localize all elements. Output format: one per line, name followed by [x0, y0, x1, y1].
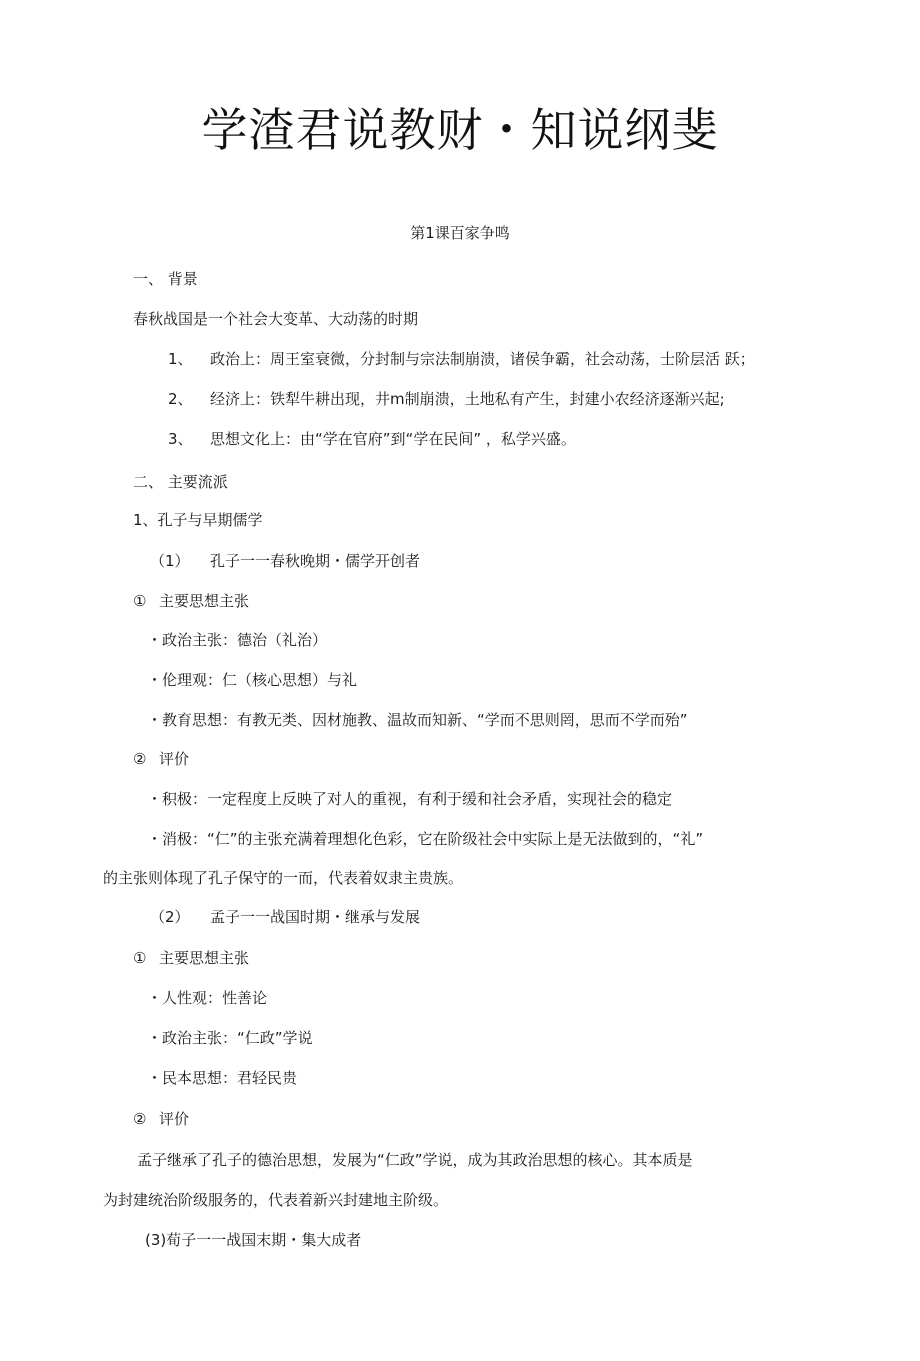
section-heading-background: 一、 背景 — [133, 270, 198, 288]
circled-number: ② — [133, 750, 147, 768]
page-title: 学渣君说教财・知说纲斐 — [201, 103, 719, 157]
claims-heading — [133, 591, 249, 611]
claims-heading-text: 主要思想主张 — [159, 592, 250, 610]
evaluation-heading-text: 评价 — [159, 1110, 190, 1128]
mencius-heading — [150, 907, 420, 927]
circled-number: ① — [133, 949, 147, 967]
confucius-heading — [150, 551, 420, 571]
point-text: 政治上：周王室衰微，分封制与宗法制崩溃，诸侯争霸，社会动荡，士阶层活 跃； — [210, 350, 755, 368]
bullet-item: ・消极：“仁”的主张充满着理想化色彩，它在阶级社会中实际上是无法做到的，“礼” — [147, 830, 704, 848]
item-heading-text: 孔子一一春秋晚期・儒学开创者 — [210, 552, 421, 570]
point-number: 1、 — [168, 350, 193, 368]
paragraph-continuation: 的主张则体现了孔子保守的一而，代表着奴隶主贵族。 — [103, 869, 464, 887]
bullet-item: ・政治主张：“仁政”学说 — [147, 1029, 313, 1047]
claims-heading-text: 主要思想主张 — [159, 949, 250, 967]
evaluation-heading-text: 评价 — [159, 750, 190, 768]
point-number: 3、 — [168, 430, 193, 448]
item-heading-text: 孟子一一战国时期・继承与发展 — [210, 908, 421, 926]
point-text: 经济上：铁犁牛耕出现，井m制崩溃，土地私有产生，封建小农经济逐渐兴起; — [210, 390, 725, 408]
bullet-item: ・伦理观：仁（核心思想）与礼 — [147, 671, 358, 689]
point-text: 思想文化上：由“学在官府”到“学在民间” ，私学兴盛。 — [210, 430, 576, 448]
subsection-heading: 1、孔子与早期儒学 — [133, 511, 263, 529]
evaluation-heading — [133, 1109, 189, 1129]
item-number: （2） — [150, 908, 190, 926]
circled-number: ① — [133, 592, 147, 610]
bullet-item: ・积极：一定程度上反映了对人的重视，有利于缓和社会矛盾，实现社会的稳定 — [147, 790, 673, 808]
evaluation-heading — [133, 749, 189, 769]
bullet-item: ・政治主张：德治（礼治） — [147, 631, 328, 649]
circled-number: ② — [133, 1110, 147, 1128]
section-heading-schools: 二、 主要流派 — [133, 473, 228, 491]
background-point — [168, 349, 755, 369]
item-number: （1） — [150, 552, 190, 570]
xunzi-heading: (3)荀子一一战国末期・集大成者 — [145, 1231, 362, 1249]
background-point — [168, 429, 576, 449]
background-point — [168, 389, 725, 409]
paragraph-continuation: 为封建统治阶级服务的，代表着新兴封建地主阶级。 — [103, 1191, 449, 1209]
point-number: 2、 — [168, 390, 193, 408]
background-intro: 春秋战国是一个社会大变革、大动荡的时期 — [133, 310, 419, 328]
bullet-item: ・教育思想：有教无类、因材施教、温故而知新、“学而不思则罔，思而不学而殆” — [147, 711, 688, 729]
claims-heading — [133, 948, 249, 968]
bullet-item: ・人性观：性善论 — [147, 989, 268, 1007]
paragraph: 孟子继承了孔子的德治思想，发展为“仁政”学说，成为其政治思想的核心。其本质是 — [137, 1151, 693, 1169]
bullet-item: ・民本思想：君轻民贵 — [147, 1069, 298, 1087]
lesson-title: 第1课百家争鸣 — [410, 224, 510, 242]
